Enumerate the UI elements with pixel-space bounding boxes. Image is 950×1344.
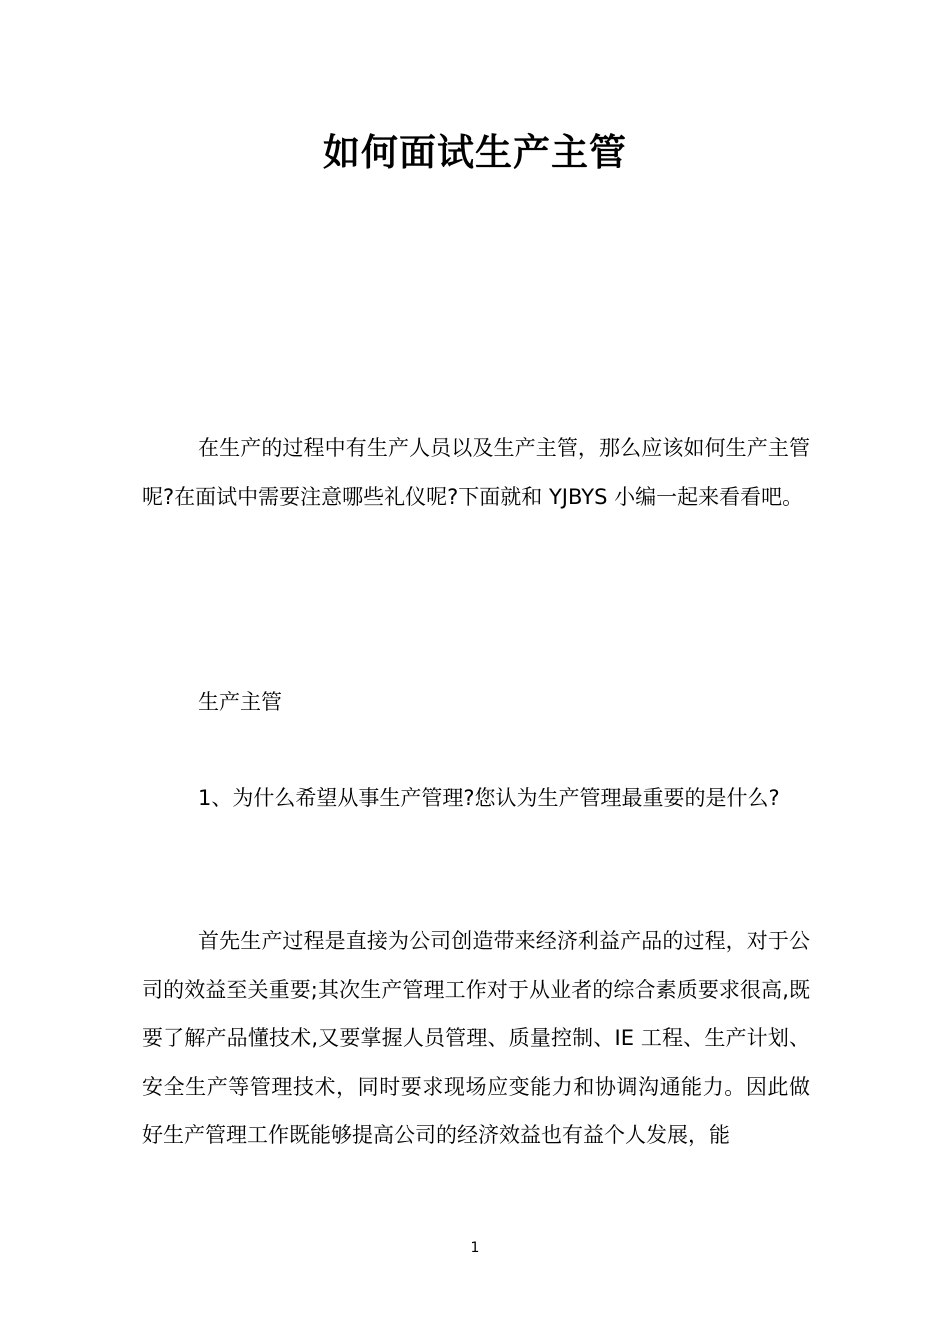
question-paragraph: 1、为什么希望从事生产管理?您认为生产管理最重要的是什么? <box>198 786 780 810</box>
document-title: 如何面试生产主管 <box>323 130 627 174</box>
intro-paragraph: 在生产的过程中有生产人员以及生产主管，那么应该如何生产主管呢?在面试中需要注意哪些礼仪呢?下面就和 YJBYS 小编一起来看看吧。 <box>142 436 810 509</box>
answer-paragraph: 首先生产过程是直接为公司创造带来经济利益产品的过程，对于公司的效益至关重要;其次生产管理工作对于从业者的综合素质要求很高,既要了解产品懂技术,又要掌握人员管理、质量控制、IE 工程、生产计划、安全生产等管理技术，同时要求现场应变能力和协调沟通能力。因此做好生产管理工作既能够提高公司的经济效益也有益个人发展，能 <box>142 929 810 1147</box>
section-heading: 生产主管 <box>198 690 282 714</box>
page-number: 1 <box>470 1240 480 1256</box>
